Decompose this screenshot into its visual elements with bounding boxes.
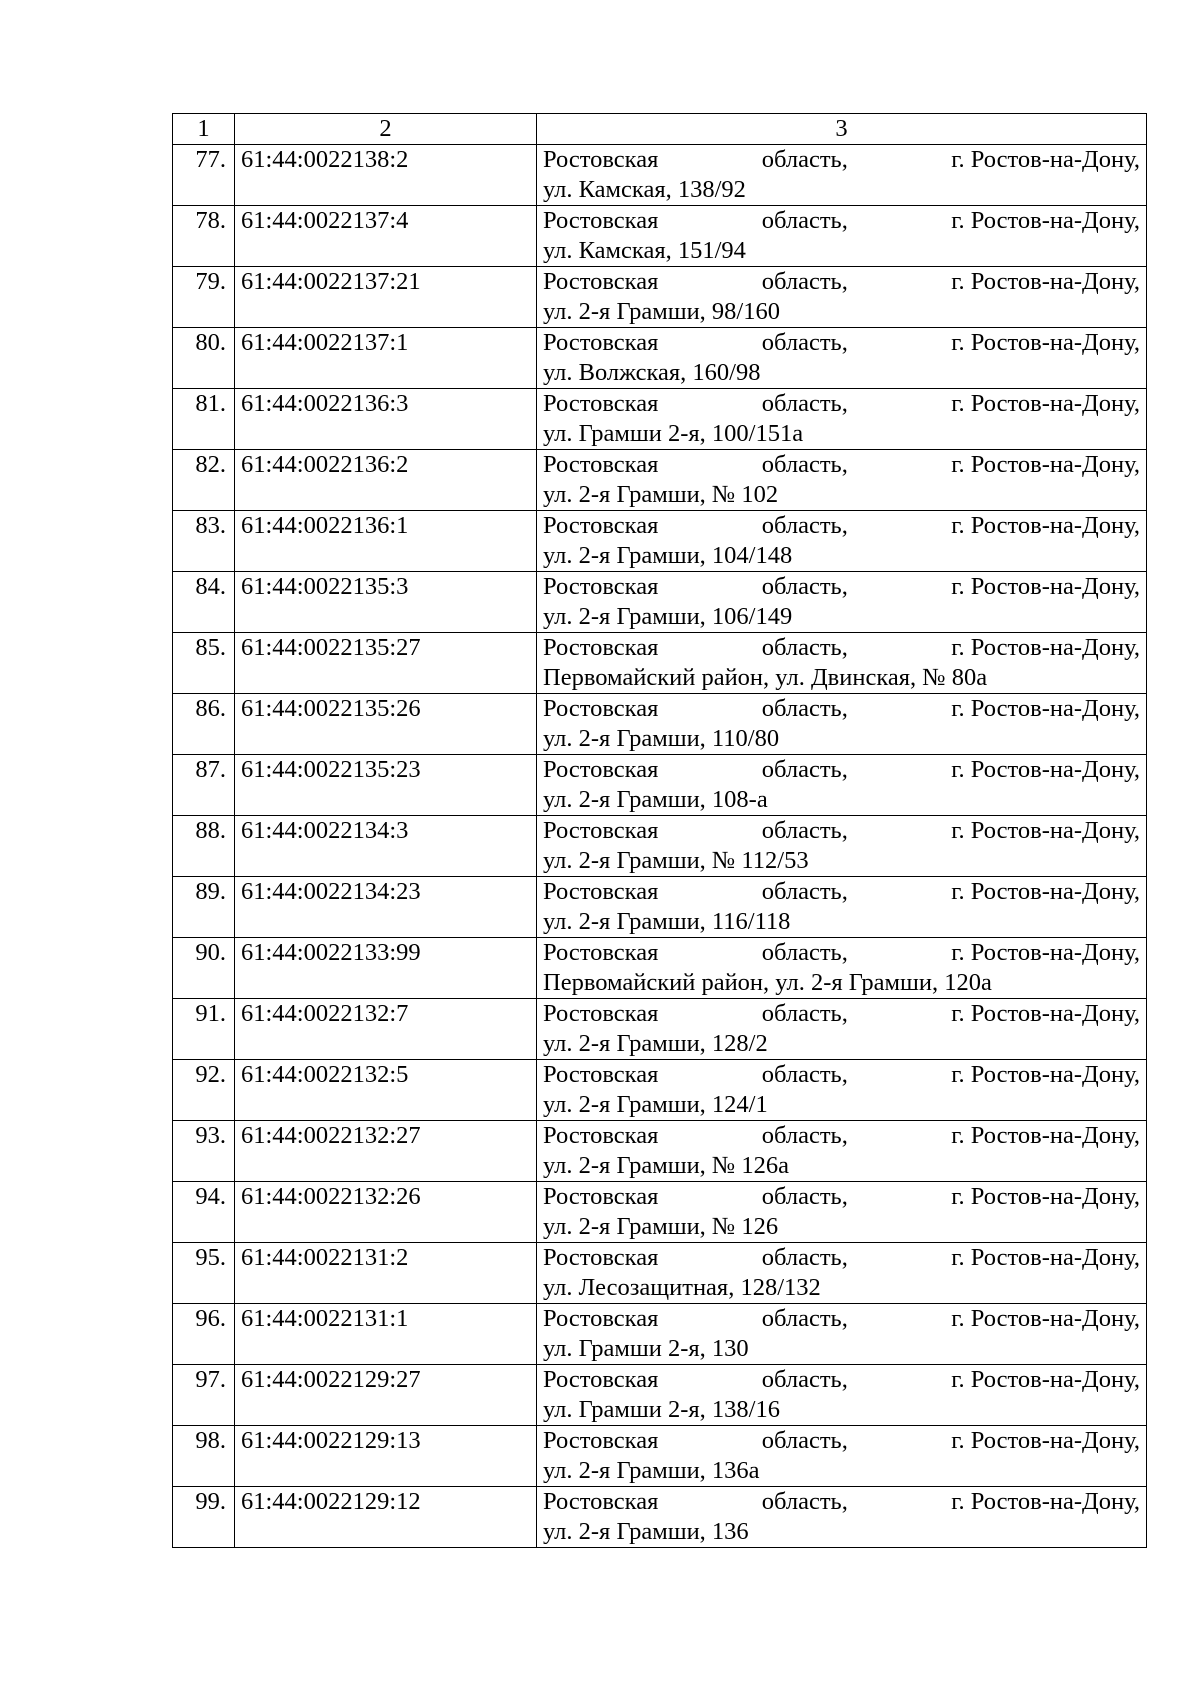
address-line-2: ул. 2-я Грамши, № 126а <box>543 1152 790 1179</box>
address-oblast: область, <box>761 1427 848 1454</box>
address-cell <box>537 206 1147 267</box>
cadastral-number: 61:44:0022131:2 <box>235 1243 537 1304</box>
address-line-2: Первомайский район, ул. Двинская, № 80а <box>543 664 988 691</box>
address-cell <box>537 389 1147 450</box>
address-line-2: ул. 2-я Грамши, 110/80 <box>543 725 780 752</box>
address-line-2: ул. Грамши 2-я, 130 <box>543 1335 749 1362</box>
cadastral-number: 61:44:0022131:1 <box>235 1304 537 1365</box>
row-number: 99. <box>173 1487 235 1548</box>
cadastral-number: 61:44:0022129:12 <box>235 1487 537 1548</box>
table-row <box>173 1243 1147 1304</box>
table-body <box>173 145 1147 1548</box>
row-number: 87. <box>173 755 235 816</box>
cadastral-number: 61:44:0022135:26 <box>235 694 537 755</box>
row-number: 81. <box>173 389 235 450</box>
address-cell <box>537 999 1147 1060</box>
address-oblast: область, <box>761 207 848 234</box>
address-city: г. Ростов-на-Дону, <box>951 756 1140 783</box>
address-line-1 <box>543 633 1140 663</box>
address-line-1 <box>543 938 1140 968</box>
row-number: 80. <box>173 328 235 389</box>
cadastral-number: 61:44:0022136:3 <box>235 389 537 450</box>
address-cell <box>537 1060 1147 1121</box>
address-oblast: область, <box>761 1305 848 1332</box>
address-line-2: ул. 2-я Грамши, № 102 <box>543 481 779 508</box>
address-oblast: область, <box>761 1488 848 1515</box>
address-city: г. Ростов-на-Дону, <box>951 1183 1140 1210</box>
address-line-1 <box>543 1365 1140 1395</box>
address-line-1 <box>543 877 1140 907</box>
address-oblast: область, <box>761 1061 848 1088</box>
address-city: г. Ростов-на-Дону, <box>951 268 1140 295</box>
cadastral-number: 61:44:0022132:5 <box>235 1060 537 1121</box>
address-oblast: область, <box>761 329 848 356</box>
address-city: г. Ростов-на-Дону, <box>951 878 1140 905</box>
address-line-2: ул. 2-я Грамши, 108-а <box>543 786 768 813</box>
row-number: 93. <box>173 1121 235 1182</box>
address-region: Ростовская <box>543 1488 659 1515</box>
address-line-1 <box>543 999 1140 1029</box>
row-number: 77. <box>173 145 235 206</box>
address-city: г. Ростов-на-Дону, <box>951 512 1140 539</box>
row-number: 82. <box>173 450 235 511</box>
address-region: Ростовская <box>543 817 659 844</box>
address-region: Ростовская <box>543 451 659 478</box>
address-region: Ростовская <box>543 390 659 417</box>
address-line-2: ул. 2-я Грамши, 98/160 <box>543 298 780 325</box>
address-region: Ростовская <box>543 878 659 905</box>
cadastral-number: 61:44:0022138:2 <box>235 145 537 206</box>
address-line-2: ул. 2-я Грамши, 136 <box>543 1518 749 1545</box>
address-line-1 <box>543 816 1140 846</box>
address-line-1 <box>543 755 1140 785</box>
address-city: г. Ростов-на-Дону, <box>951 1000 1140 1027</box>
address-cell <box>537 450 1147 511</box>
cadastral-number: 61:44:0022133:99 <box>235 938 537 999</box>
address-city: г. Ростов-на-Дону, <box>951 1427 1140 1454</box>
row-number: 94. <box>173 1182 235 1243</box>
address-region: Ростовская <box>543 1000 659 1027</box>
row-number: 89. <box>173 877 235 938</box>
table-row <box>173 145 1147 206</box>
address-line-2: ул. 2-я Грамши, № 112/53 <box>543 847 809 874</box>
address-line-1 <box>543 1121 1140 1151</box>
address-oblast: область, <box>761 817 848 844</box>
row-number: 91. <box>173 999 235 1060</box>
cadastral-number: 61:44:0022134:23 <box>235 877 537 938</box>
table-row <box>173 511 1147 572</box>
column-header-address: 3 <box>537 114 1147 145</box>
address-oblast: область, <box>761 756 848 783</box>
address-line-1 <box>543 206 1140 236</box>
column-header-number: 1 <box>173 114 235 145</box>
address-cell <box>537 1304 1147 1365</box>
row-number: 79. <box>173 267 235 328</box>
address-city: г. Ростов-на-Дону, <box>951 207 1140 234</box>
address-oblast: область, <box>761 1000 848 1027</box>
row-number: 88. <box>173 816 235 877</box>
table-row <box>173 1182 1147 1243</box>
row-number: 97. <box>173 1365 235 1426</box>
address-city: г. Ростов-на-Дону, <box>951 146 1140 173</box>
address-line-1 <box>543 1060 1140 1090</box>
table-row <box>173 755 1147 816</box>
address-line-2: Первомайский район, ул. 2-я Грамши, 120а <box>543 969 992 996</box>
address-oblast: область, <box>761 268 848 295</box>
cadastral-number: 61:44:0022137:4 <box>235 206 537 267</box>
address-cell <box>537 1182 1147 1243</box>
address-cell <box>537 328 1147 389</box>
address-line-1 <box>543 450 1140 480</box>
address-region: Ростовская <box>543 695 659 722</box>
cadastral-number: 61:44:0022136:1 <box>235 511 537 572</box>
address-cell <box>537 816 1147 877</box>
address-oblast: область, <box>761 512 848 539</box>
address-line-2: ул. 2-я Грамши, № 126 <box>543 1213 779 1240</box>
address-line-1 <box>543 145 1140 175</box>
address-cell <box>537 877 1147 938</box>
address-line-2: ул. 2-я Грамши, 104/148 <box>543 542 793 569</box>
table-row <box>173 1426 1147 1487</box>
table-row <box>173 450 1147 511</box>
address-cell <box>537 755 1147 816</box>
address-cell <box>537 633 1147 694</box>
address-line-1 <box>543 267 1140 297</box>
address-city: г. Ростов-на-Дону, <box>951 573 1140 600</box>
cadastral-number: 61:44:0022134:3 <box>235 816 537 877</box>
address-city: г. Ростов-на-Дону, <box>951 1305 1140 1332</box>
address-line-2: ул. 2-я Грамши, 128/2 <box>543 1030 768 1057</box>
row-number: 86. <box>173 694 235 755</box>
row-number: 98. <box>173 1426 235 1487</box>
address-region: Ростовская <box>543 939 659 966</box>
table-row <box>173 938 1147 999</box>
address-region: Ростовская <box>543 146 659 173</box>
row-number: 92. <box>173 1060 235 1121</box>
address-oblast: область, <box>761 1366 848 1393</box>
table-row <box>173 267 1147 328</box>
row-number: 90. <box>173 938 235 999</box>
table-row <box>173 1121 1147 1182</box>
address-city: г. Ростов-на-Дону, <box>951 1366 1140 1393</box>
table-row <box>173 1487 1147 1548</box>
address-line-2: ул. 2-я Грамши, 106/149 <box>543 603 793 630</box>
table-row <box>173 816 1147 877</box>
row-number: 83. <box>173 511 235 572</box>
address-region: Ростовская <box>543 268 659 295</box>
table-row <box>173 328 1147 389</box>
address-oblast: область, <box>761 1122 848 1149</box>
address-oblast: область, <box>761 451 848 478</box>
table-row <box>173 694 1147 755</box>
address-city: г. Ростов-на-Дону, <box>951 634 1140 661</box>
address-city: г. Ростов-на-Дону, <box>951 695 1140 722</box>
address-city: г. Ростов-на-Дону, <box>951 1061 1140 1088</box>
address-region: Ростовская <box>543 329 659 356</box>
address-region: Ростовская <box>543 1366 659 1393</box>
table-row <box>173 633 1147 694</box>
address-cell <box>537 1121 1147 1182</box>
address-city: г. Ростов-на-Дону, <box>951 817 1140 844</box>
cadastral-number: 61:44:0022135:27 <box>235 633 537 694</box>
address-oblast: область, <box>761 390 848 417</box>
address-line-1 <box>543 1487 1140 1517</box>
row-number: 96. <box>173 1304 235 1365</box>
table-row <box>173 1365 1147 1426</box>
address-line-2: ул. Камская, 151/94 <box>543 237 746 264</box>
address-line-1 <box>543 511 1140 541</box>
table-row <box>173 1304 1147 1365</box>
address-line-1 <box>543 1304 1140 1334</box>
address-cell <box>537 511 1147 572</box>
address-cell <box>537 572 1147 633</box>
address-region: Ростовская <box>543 634 659 661</box>
row-number: 95. <box>173 1243 235 1304</box>
address-line-1 <box>543 1182 1140 1212</box>
address-line-2: ул. Волжская, 160/98 <box>543 359 761 386</box>
cadastral-number: 61:44:0022132:7 <box>235 999 537 1060</box>
column-header-cadastral: 2 <box>235 114 537 145</box>
cadastral-number: 61:44:0022135:3 <box>235 572 537 633</box>
address-line-2: ул. 2-я Грамши, 136а <box>543 1457 760 1484</box>
address-city: г. Ростов-на-Дону, <box>951 329 1140 356</box>
table-row <box>173 999 1147 1060</box>
table-row <box>173 1060 1147 1121</box>
table-header-row <box>173 114 1147 145</box>
address-cell <box>537 1487 1147 1548</box>
address-region: Ростовская <box>543 1061 659 1088</box>
address-oblast: область, <box>761 634 848 661</box>
row-number: 85. <box>173 633 235 694</box>
address-cell <box>537 694 1147 755</box>
table-row <box>173 877 1147 938</box>
address-city: г. Ростов-на-Дону, <box>951 390 1140 417</box>
cadastral-number: 61:44:0022137:21 <box>235 267 537 328</box>
address-oblast: область, <box>761 573 848 600</box>
cadastral-number: 61:44:0022132:26 <box>235 1182 537 1243</box>
address-region: Ростовская <box>543 1122 659 1149</box>
address-city: г. Ростов-на-Дону, <box>951 451 1140 478</box>
address-cell <box>537 1243 1147 1304</box>
cadastral-number: 61:44:0022129:13 <box>235 1426 537 1487</box>
address-city: г. Ростов-на-Дону, <box>951 939 1140 966</box>
cadastral-number: 61:44:0022136:2 <box>235 450 537 511</box>
address-city: г. Ростов-на-Дону, <box>951 1488 1140 1515</box>
address-cell <box>537 1426 1147 1487</box>
address-region: Ростовская <box>543 1305 659 1332</box>
address-line-2: ул. Камская, 138/92 <box>543 176 746 203</box>
address-region: Ростовская <box>543 1244 659 1271</box>
cadastral-number: 61:44:0022137:1 <box>235 328 537 389</box>
row-number: 78. <box>173 206 235 267</box>
address-cell <box>537 145 1147 206</box>
land-plot-table <box>172 113 1147 1548</box>
address-line-2: ул. Грамши 2-я, 100/151а <box>543 420 804 447</box>
address-line-1 <box>543 1243 1140 1273</box>
address-line-1 <box>543 572 1140 602</box>
table-row <box>173 206 1147 267</box>
address-region: Ростовская <box>543 756 659 783</box>
cadastral-number: 61:44:0022132:27 <box>235 1121 537 1182</box>
address-city: г. Ростов-на-Дону, <box>951 1244 1140 1271</box>
address-region: Ростовская <box>543 512 659 539</box>
address-line-2: ул. 2-я Грамши, 124/1 <box>543 1091 768 1118</box>
address-oblast: область, <box>761 878 848 905</box>
cadastral-number: 61:44:0022135:23 <box>235 755 537 816</box>
address-oblast: область, <box>761 146 848 173</box>
address-region: Ростовская <box>543 573 659 600</box>
address-line-2: ул. Грамши 2-я, 138/16 <box>543 1396 780 1423</box>
address-line-2: ул. Лесозащитная, 128/132 <box>543 1274 821 1301</box>
address-line-1 <box>543 328 1140 358</box>
address-oblast: область, <box>761 695 848 722</box>
address-region: Ростовская <box>543 1183 659 1210</box>
cadastral-number: 61:44:0022129:27 <box>235 1365 537 1426</box>
address-line-1 <box>543 1426 1140 1456</box>
address-line-2: ул. 2-я Грамши, 116/118 <box>543 908 791 935</box>
address-region: Ростовская <box>543 1427 659 1454</box>
address-line-1 <box>543 694 1140 724</box>
table-row <box>173 389 1147 450</box>
address-oblast: область, <box>761 939 848 966</box>
address-region: Ростовская <box>543 207 659 234</box>
address-oblast: область, <box>761 1244 848 1271</box>
address-line-1 <box>543 389 1140 419</box>
address-cell <box>537 267 1147 328</box>
row-number: 84. <box>173 572 235 633</box>
address-oblast: область, <box>761 1183 848 1210</box>
address-cell <box>537 938 1147 999</box>
table-row <box>173 572 1147 633</box>
address-cell <box>537 1365 1147 1426</box>
address-city: г. Ростов-на-Дону, <box>951 1122 1140 1149</box>
